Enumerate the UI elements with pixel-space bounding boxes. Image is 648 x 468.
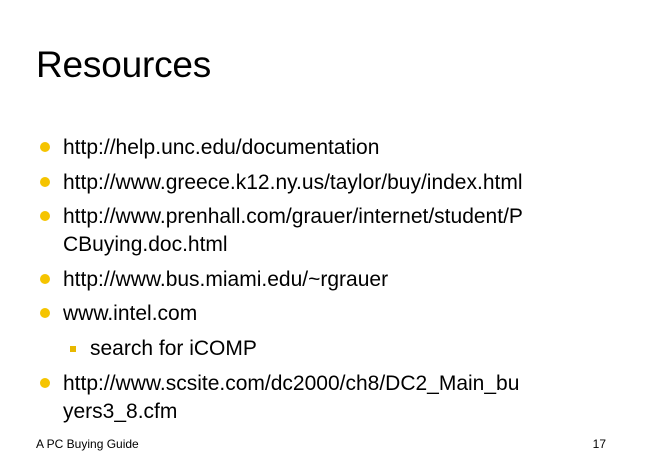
- bullet-dot-icon: [40, 142, 50, 152]
- bullet-text-line-1: http://www.scsite.com/dc2000/ch8/DC2_Main_bu: [63, 372, 520, 395]
- bullet-dot-icon: [40, 308, 50, 318]
- sub-bullet-text: search for iCOMP: [90, 337, 257, 360]
- bullet-dot-icon: [40, 274, 50, 284]
- bullet-dot-icon: [40, 378, 50, 388]
- bullet-text: http://www.greece.k12.ny.us/taylor/buy/index.html: [63, 171, 523, 194]
- bullet-dot-icon: [40, 177, 50, 187]
- slide-title: Resources: [36, 44, 212, 85]
- bullet-text-line-2: CBuying.doc.html: [63, 233, 228, 256]
- sub-bullet-square-icon: [70, 346, 76, 352]
- bullet-text-line-1: http://www.prenhall.com/grauer/internet/student/P: [63, 205, 523, 228]
- bullet-text-line-2: yers3_8.cfm: [63, 400, 178, 423]
- footer-title: A PC Buying Guide: [36, 437, 139, 451]
- bullet-text: www.intel.com: [63, 302, 198, 325]
- bullet-text: http://help.unc.edu/documentation: [63, 136, 380, 159]
- page-number: 17: [592, 437, 606, 451]
- bullet-dot-icon: [40, 211, 50, 221]
- bullet-text: http://www.bus.miami.edu/~rgrauer: [63, 268, 389, 291]
